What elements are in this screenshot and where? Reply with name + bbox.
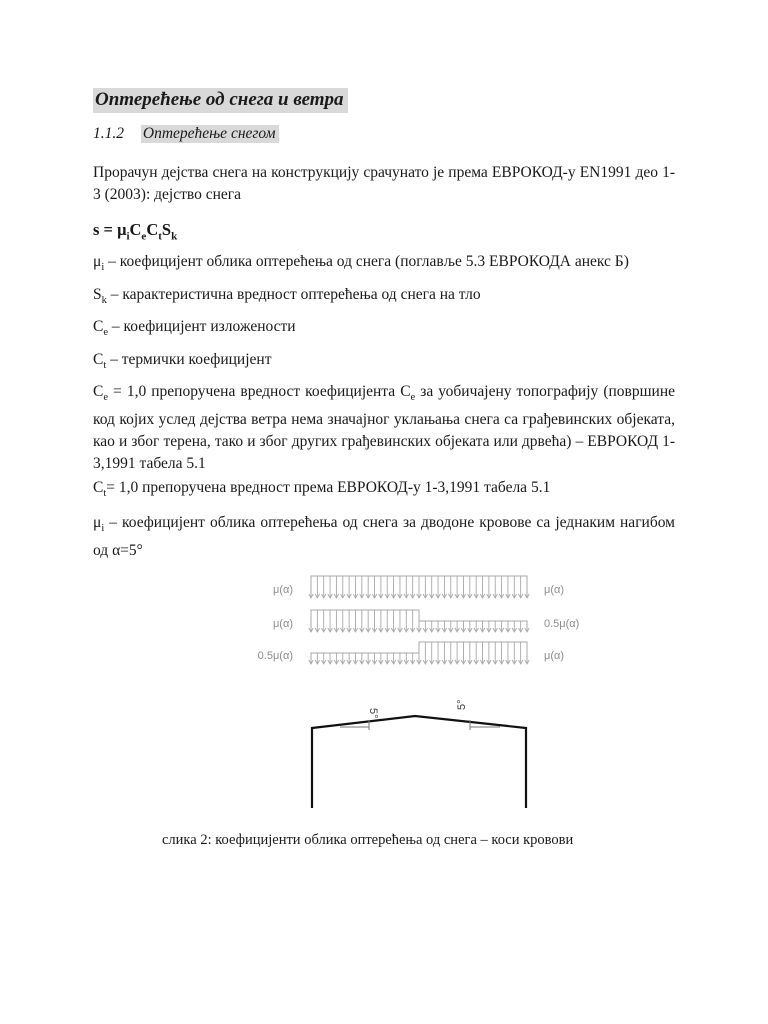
load-label-left: 0.5μ(α): [257, 650, 293, 662]
def-subscript: i: [101, 262, 105, 274]
formula-equals: =: [99, 220, 118, 239]
angle-label-right: 5°: [456, 699, 468, 710]
section-heading: [93, 125, 279, 143]
def-subscript: k: [101, 295, 107, 307]
ct-symbol: C: [93, 479, 104, 496]
angle-marker-left: [340, 708, 379, 730]
formula-ct: C: [146, 220, 159, 239]
definition-ct: [93, 349, 675, 377]
section-number: 1.1.2: [93, 125, 124, 142]
load-label-left: μ(α): [272, 584, 293, 596]
formula-sk-sub: k: [171, 230, 178, 243]
formula-ce: C: [129, 220, 142, 239]
definition-sk: [93, 284, 675, 312]
page-heading: Оптерећење од снега и ветра: [93, 88, 348, 113]
def-subscript: e: [103, 327, 109, 339]
def-text: – карактеристична вредност оптерећења од снега на тло: [106, 286, 481, 303]
def-symbol: C: [93, 351, 104, 368]
ce-symbol-2: C: [400, 383, 411, 400]
mu-paragraph: [93, 512, 675, 562]
angle-label-left: 5°: [367, 708, 379, 719]
def-symbol: S: [93, 286, 102, 303]
ct-subscript: t: [103, 488, 107, 500]
ce-symbol: C: [93, 383, 104, 400]
snow-load-formula: [93, 220, 177, 242]
ct-paragraph: [93, 477, 675, 505]
load-label-right: 0.5μ(α): [544, 618, 580, 630]
frame-outline: [312, 716, 526, 808]
def-symbol: C: [93, 318, 104, 335]
load-row: [258, 642, 564, 664]
formula-ct-sub: t: [158, 230, 162, 243]
portal-frame: [312, 716, 526, 808]
load-label-right: μ(α): [544, 650, 565, 662]
load-label-left: μ(α): [272, 618, 293, 630]
load-row: [273, 576, 564, 598]
ce-paragraph: [93, 381, 675, 475]
def-text: – коефицијент облика оптерећења од снега (поглавље 5.3 ЕВРОКОДА анекс Б): [104, 253, 629, 270]
snow-load-diagram: [0, 568, 768, 808]
ce-subscript-2: e: [410, 392, 416, 404]
formula-ce-sub: e: [141, 230, 147, 243]
def-symbol: μ: [93, 253, 102, 270]
formula-mu: μ: [117, 220, 127, 239]
intro-paragraph: Прорачун дејства снега на конструкцију срачунато је према ЕВРОКОД-у EN1991 део 1-3 (2003): дејство снега: [93, 164, 675, 203]
ce-text-2: за уобичајену топографију (површине код којих услед дејства ветра нема значајног уклањања снега са грађевинских објеката, као и због терена, тако и због других грађевинских објеката или дрвећа) – ЕВРОКОД 1-3,1991 табела 5.1: [93, 383, 675, 473]
definition-mu: [93, 251, 675, 279]
load-row: [273, 610, 579, 632]
load-distribution-rows: [258, 576, 580, 664]
ce-text-1: = 1,0 препоручена вредност коефицијента: [108, 383, 401, 400]
figure-caption: слика 2: коефицијенти облика оптерећења од снега – коси кровови: [162, 832, 574, 848]
load-label-right: μ(α): [544, 584, 565, 596]
ce-subscript: e: [103, 392, 109, 404]
formula-lhs: s: [93, 220, 100, 239]
ct-text: = 1,0 препоручена вредност према ЕВРОКОД-у 1-3,1991 табела 5.1: [106, 479, 551, 496]
mu-subscript: i: [101, 523, 105, 535]
def-text: – коефицијент изложености: [108, 318, 296, 335]
def-text: – термички коефицијент: [106, 351, 272, 368]
def-subscript: t: [103, 360, 107, 372]
formula-sk: S: [161, 220, 172, 239]
section-title: Оптерећење снегом: [141, 125, 279, 143]
mu-symbol: μ: [93, 514, 102, 531]
mu-text: – коефицијент облика оптерећења од снега за дводоне кровове са једнаким нагибом од α=5°: [93, 514, 675, 560]
definition-ce: [93, 316, 675, 344]
formula-mu-sub: i: [126, 230, 130, 243]
